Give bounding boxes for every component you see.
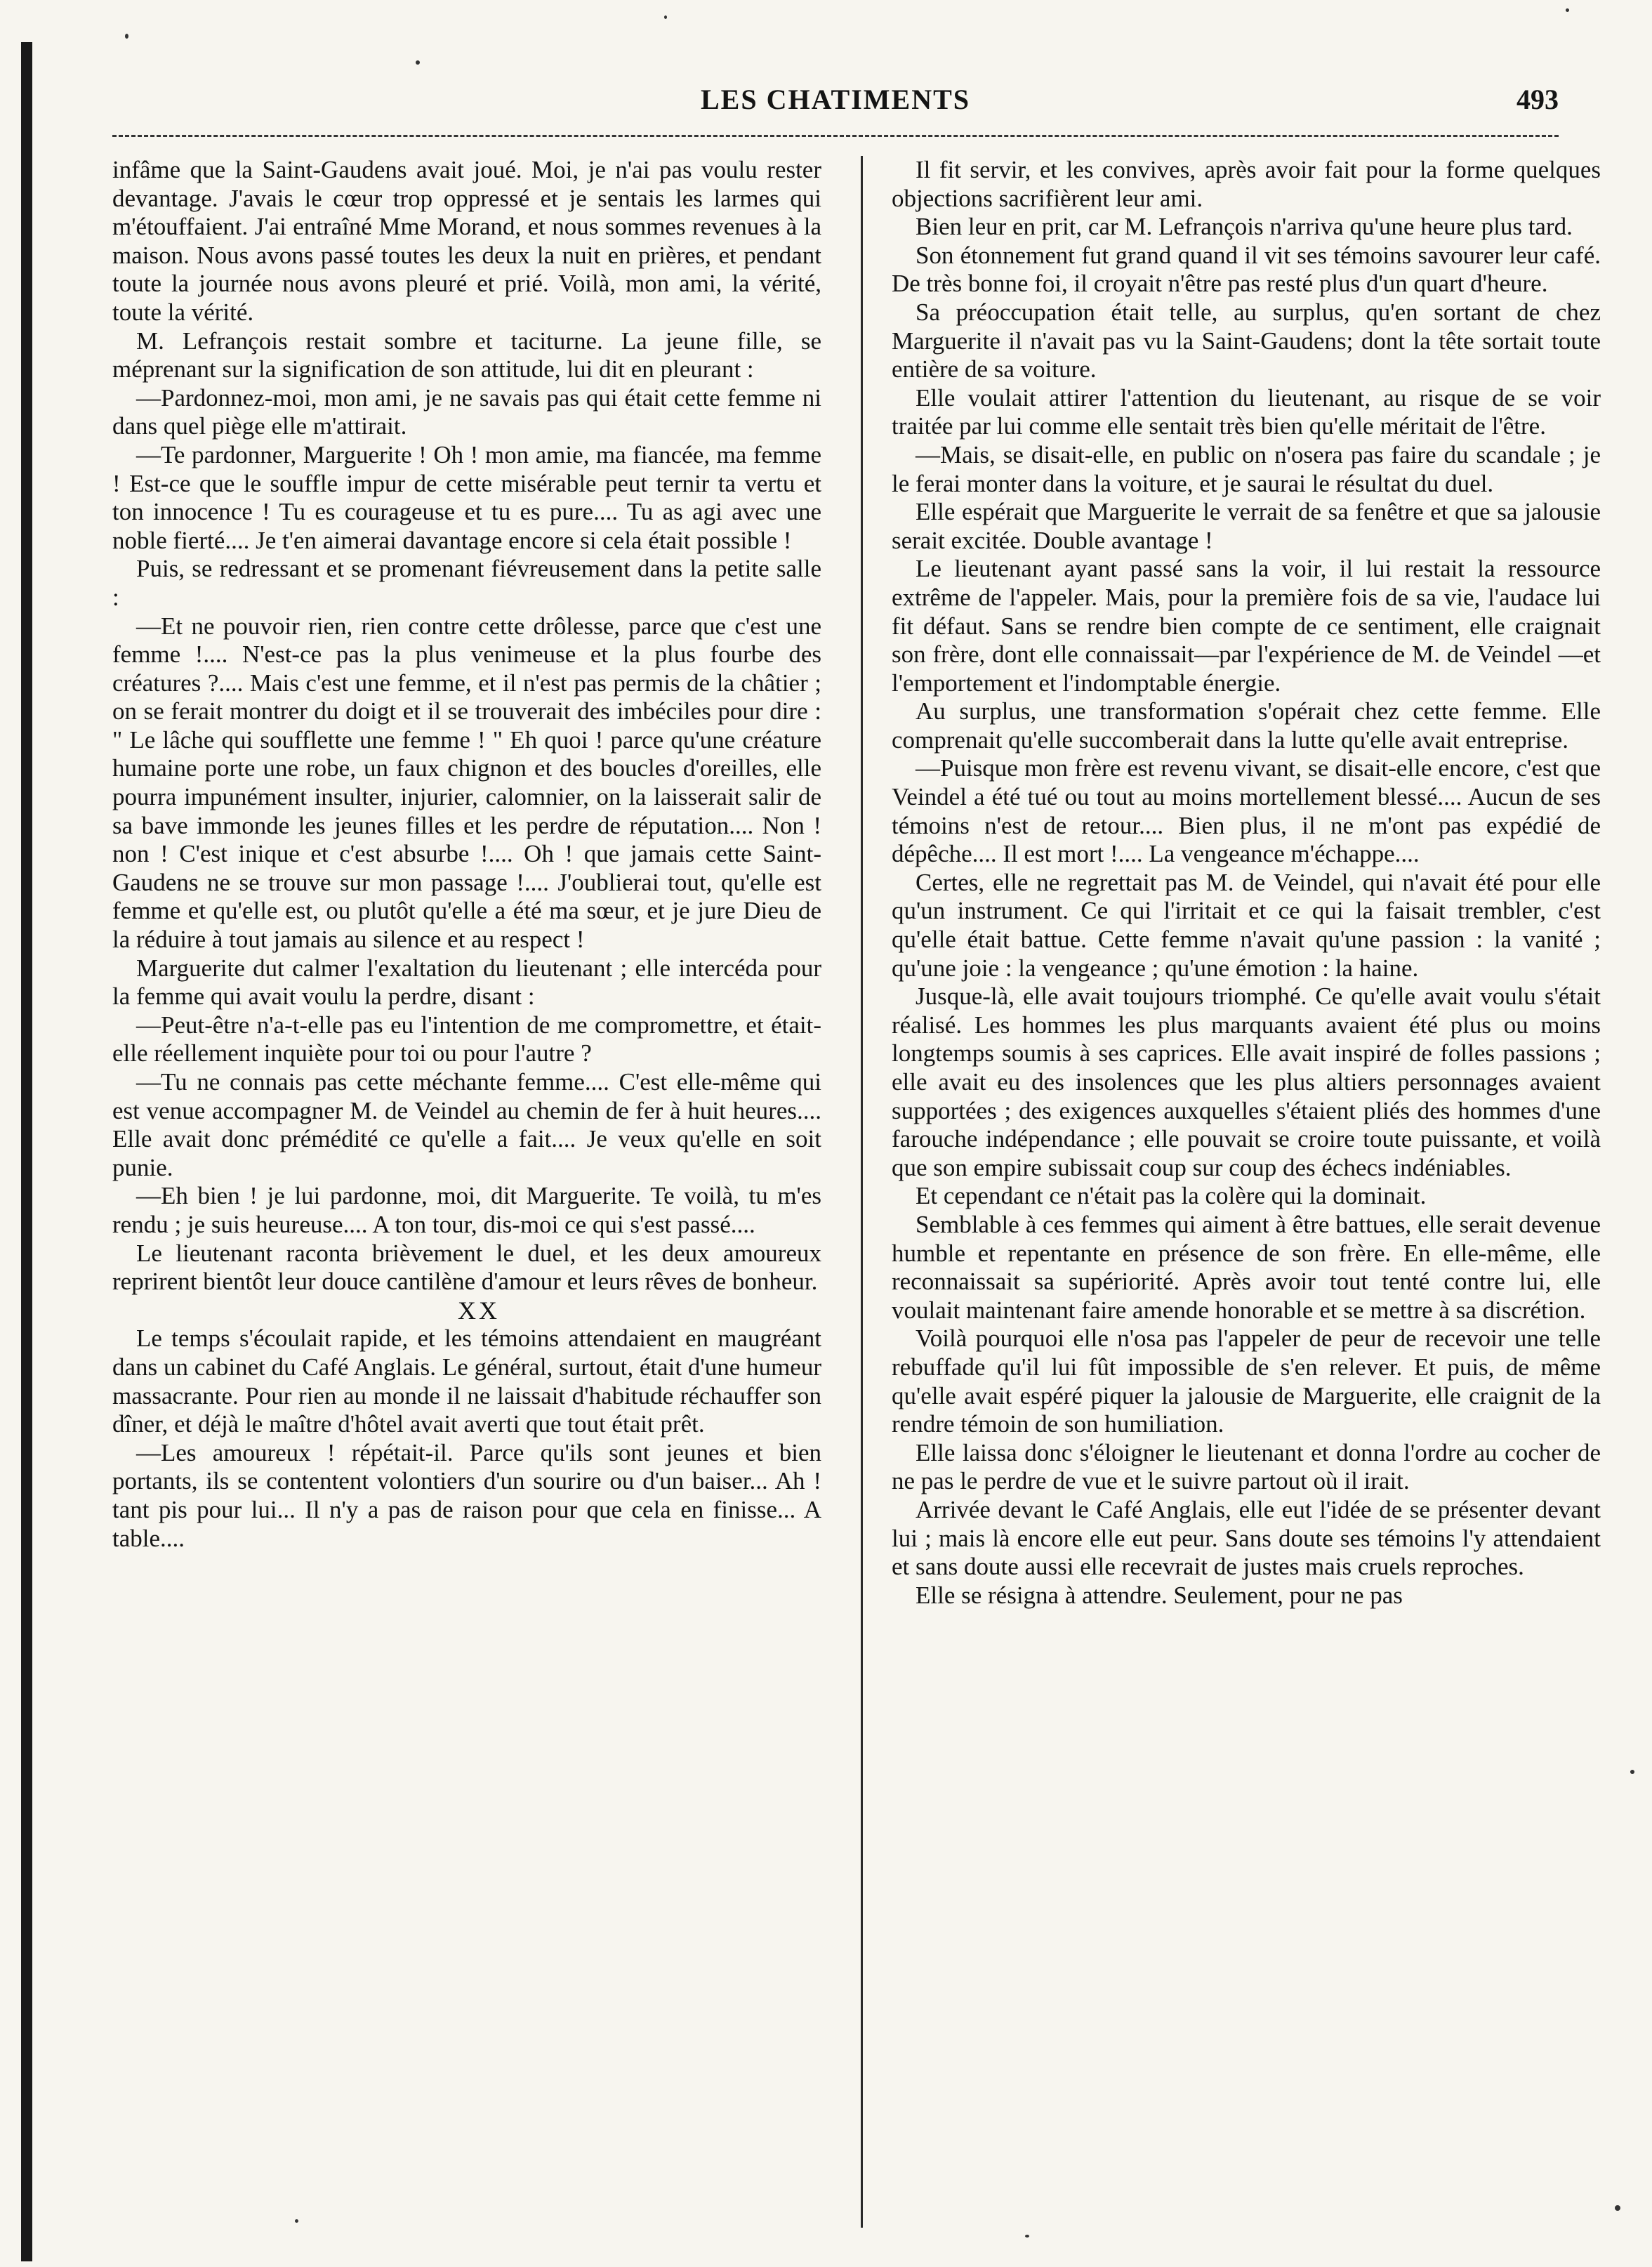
- scan-speck: [295, 2219, 298, 2223]
- page-number: 493: [1516, 84, 1559, 115]
- paragraph: Son étonnement fut grand quand il vit ses témoins savourer leur café. De très bonne foi, il croyait n'être pas resté plus d'un quart d'heure.: [892, 241, 1601, 298]
- paragraph: Jusque-là, elle avait toujours triomphé. Ce qu'elle avait voulu s'était réalisé. Les hommes les plus marquants avaient été plus ou moins longtemps soumis à ses caprices. Elle avait inspiré de folles passions ; elle avait eu des insolences que les plus altiers personnages avaient supportées ; des exigences auxquelles s'étaient pliés des hommes d'une farouche indépendance ; elle pouvait se croire toute puissante, et voilà que son empire subissait coup sur coup des échecs indéniables.: [892, 983, 1601, 1181]
- paragraph: Elle se résigna à attendre. Seulement, pour ne pas: [916, 1581, 1403, 1609]
- paragraph: Sa préoccupation était telle, au surplus, qu'en sortant de chez Marguerite il n'avait pas vu la Saint-Gaudens; dont la tête sortait toute entière de sa voiture.: [892, 298, 1601, 383]
- right-column: [892, 156, 1601, 1610]
- column-divider: [861, 156, 863, 2228]
- paragraph: Certes, elle ne regrettait pas M. de Veindel, qui n'avait été pour elle qu'un instrument. Ce qui l'irritait et ce qui la faisait trembler, c'est qu'elle était battue. Cette femme n'avait qu'une passion : la vanité ; qu'une joie : la vengeance ; qu'une émotion : la haine.: [892, 868, 1601, 982]
- paragraph: Voilà pourquoi elle n'osa pas l'appeler de peur de recevoir une telle rebuffade qu'il lui fût impossible de s'en relever. Et puis, de même qu'elle avait espéré piquer la jalousie de Marguerite, elle craignit de la rendre témoin de son humiliation.: [892, 1325, 1601, 1438]
- paragraph: —Mais, se disait-elle, en public on n'osera pas faire du scandale ; je le ferai monter dans la voiture, et je saurai le résultat du duel.: [892, 440, 1601, 497]
- binding-edge: [21, 42, 32, 2261]
- paragraph: Le lieutenant ayant passé sans la voir, il lui restait la ressource extrême de l'appeler. Mais, pour la première fois de sa vie, l'audace lui fit défaut. Sans se rendre bien compte de ce sentiment, elle craignait son frère, dont elle connaissait—par l'expérience de M. de Veindel —et l'emportement et l'indomptable énergie.: [892, 555, 1601, 697]
- paragraph: —Pardonnez-moi, mon ami, je ne savais pas qui était cette femme ni dans quel piège elle m'attirait.: [112, 383, 821, 440]
- paragraph: Marguerite dut calmer l'exaltation du lieutenant ; elle intercéda pour la femme qui avait voulu la perdre, disant :: [112, 954, 821, 1011]
- paragraph: Elle voulait attirer l'attention du lieutenant, au risque de se voir traitée par lui comme elle sentait très bien qu'elle méritait de l'être.: [892, 383, 1601, 440]
- paragraph: Semblable à ces femmes qui aiment à être battues, elle serait devenue humble et repentante en présence de son frère. En elle-même, elle reconnaissait sa supériorité. Après avoir tout tenté contre lui, elle voulait maintenant faire amende honorable et se mettre à sa discrétion.: [892, 1210, 1601, 1324]
- paragraph: —Tu ne connais pas cette méchante femme.... C'est elle-même qui est venue accompagner M. de Veindel au chemin de fer à huit heures.... Elle avait donc prémédité ce qu'elle a fait.... Je veux qu'elle en soit punie.: [112, 1068, 821, 1181]
- paragraph: Et cependant ce n'était pas la colère qui la dominait.: [916, 1182, 1427, 1210]
- scan-speck: [416, 60, 420, 65]
- running-title: LES CHATIMENTS: [700, 84, 970, 115]
- paragraph: Bien leur en prit, car M. Lefrançois n'arriva qu'une heure plus tard.: [916, 213, 1573, 241]
- paragraph: Le lieutenant raconta brièvement le duel, et les deux amoureux reprirent bientôt leur douce cantilène d'amour et leurs rêves de bonheur.: [112, 1239, 821, 1296]
- paragraph: —Puisque mon frère est revenu vivant, se disait-elle encore, c'est que Veindel a été tué ou tout au moins mortellement blessé.... Aucun de ses témoins n'est de retour.... Bien plus, il ne m'ont pas expédié de dépêche.... Il est mort !.... La vengeance m'échappe....: [892, 754, 1601, 868]
- chapter-heading: XX: [458, 1296, 500, 1325]
- paragraph: Arrivée devant le Café Anglais, elle eut l'idée de se présenter devant lui ; mais là encore elle eut peur. Sans doute ses témoins l'y attendaient et sans doute aussi elle recevrait de justes mais cruels reproches.: [892, 1495, 1601, 1581]
- scan-speck: [1025, 2235, 1029, 2238]
- paragraph: —Eh bien ! je lui pardonne, moi, dit Marguerite. Te voilà, tu m'es rendu ; je suis heureuse.... A ton tour, dis-moi ce qui s'est passé....: [112, 1182, 821, 1238]
- paragraph: —Les amoureux ! répétait-il. Parce qu'ils sont jeunes et bien portants, ils se contentent volontiers d'un sourire ou d'un baiser... Ah ! tant pis pour lui... Il n'y a pas de raison pour que cela en finisse... A table....: [112, 1438, 821, 1552]
- paragraph: —Peut-être n'a-t-elle pas eu l'intention de me compromettre, et était-elle réellement inquiète pour toi ou pour l'autre ?: [112, 1011, 821, 1067]
- paragraph: M. Lefrançois restait sombre et taciturne. La jeune fille, se méprenant sur la signification de son attitude, lui dit en pleurant :: [112, 327, 821, 383]
- scan-speck: [1566, 8, 1569, 12]
- scan-speck: [125, 34, 128, 39]
- scan-speck: [664, 15, 667, 19]
- paragraph: Le temps s'écoulait rapide, et les témoins attendaient en maugréant dans un cabinet du Café Anglais. Le général, surtout, était d'une humeur massacrante. Pour rien au monde il ne laissait d'habitude réchauffer son dîner, et déjà le maître d'hôtel avait averti que tout était prêt.: [112, 1325, 821, 1438]
- paragraph: infâme que la Saint-Gaudens avait joué. Moi, je n'ai pas voulu rester devantage. J'avais le cœur trop oppressé et je sentais les larmes qui m'étouffaient. J'ai entraîné Mme Morand, et nous sommes revenues à la maison. Nous avons passé toutes les deux la nuit en prières, et pendant toute la journée nous avons pleuré et prié. Voilà, mon ami, la vérité, toute la vérité.: [112, 156, 821, 326]
- paragraph: —Et ne pouvoir rien, rien contre cette drôlesse, parce que c'est une femme !.... N'est-ce pas la plus venimeuse et la plus fourbe des créatures ?.... Mais c'est une femme, et il n'est pas permis de la châtier ; on se ferait montrer du doigt et il se trouverait des imbéciles pour dire : " Le lâche qui soufflette une femme ! " Eh quoi ! parce qu'une créature humaine porte une robe, un faux chignon et des boucles d'oreilles, elle pourra impunément insulter, injurier, calomnier, on la laisserait salir de sa bave immonde les jeunes filles et les perdre de réputation.... Non ! non ! C'est inique et c'est absurbe !.... Oh ! que jamais cette Saint-Gaudens ne se trouve sur mon passage !.... J'oublierai tout, qu'elle est femme et qu'elle est, ou plutôt qu'elle a été ma sœur, et je jure Dieu de la réduire à tout jamais au silence et au respect !: [112, 612, 821, 954]
- scan-speck: [1615, 2205, 1620, 2211]
- scan-speck: [1630, 1770, 1634, 1774]
- page-header: [112, 83, 1559, 125]
- paragraph: Puis, se redressant et se promenant fiévreusement dans la petite salle :: [112, 555, 821, 611]
- paragraph: Il fit servir, et les convives, après avoir fait pour la forme quelques objections sacrifièrent leur ami.: [892, 156, 1601, 212]
- paragraph: —Te pardonner, Marguerite ! Oh ! mon amie, ma fiancée, ma femme ! Est-ce que le souffle impur de cette misérable peut ternir ta vertu et ton innocence ! Tu es courageuse et tu es pure.... Tu as agi avec une noble fierté.... Je t'en aimerai davantage encore si cela était possible !: [112, 440, 821, 554]
- paragraph: Elle laissa donc s'éloigner le lieutenant et donna l'ordre au cocher de ne pas le perdre de vue et le suivre partout où il irait.: [892, 1438, 1601, 1495]
- paragraph: Au surplus, une transformation s'opérait chez cette femme. Elle comprenait qu'elle succomberait dans la lutte qu'elle avait entreprise.: [892, 697, 1601, 754]
- header-rule: [112, 135, 1559, 137]
- paragraph: Elle espérait que Marguerite le verrait de sa fenêtre et que sa jalousie serait excitée. Double avantage !: [892, 498, 1601, 554]
- left-column: [112, 156, 821, 1553]
